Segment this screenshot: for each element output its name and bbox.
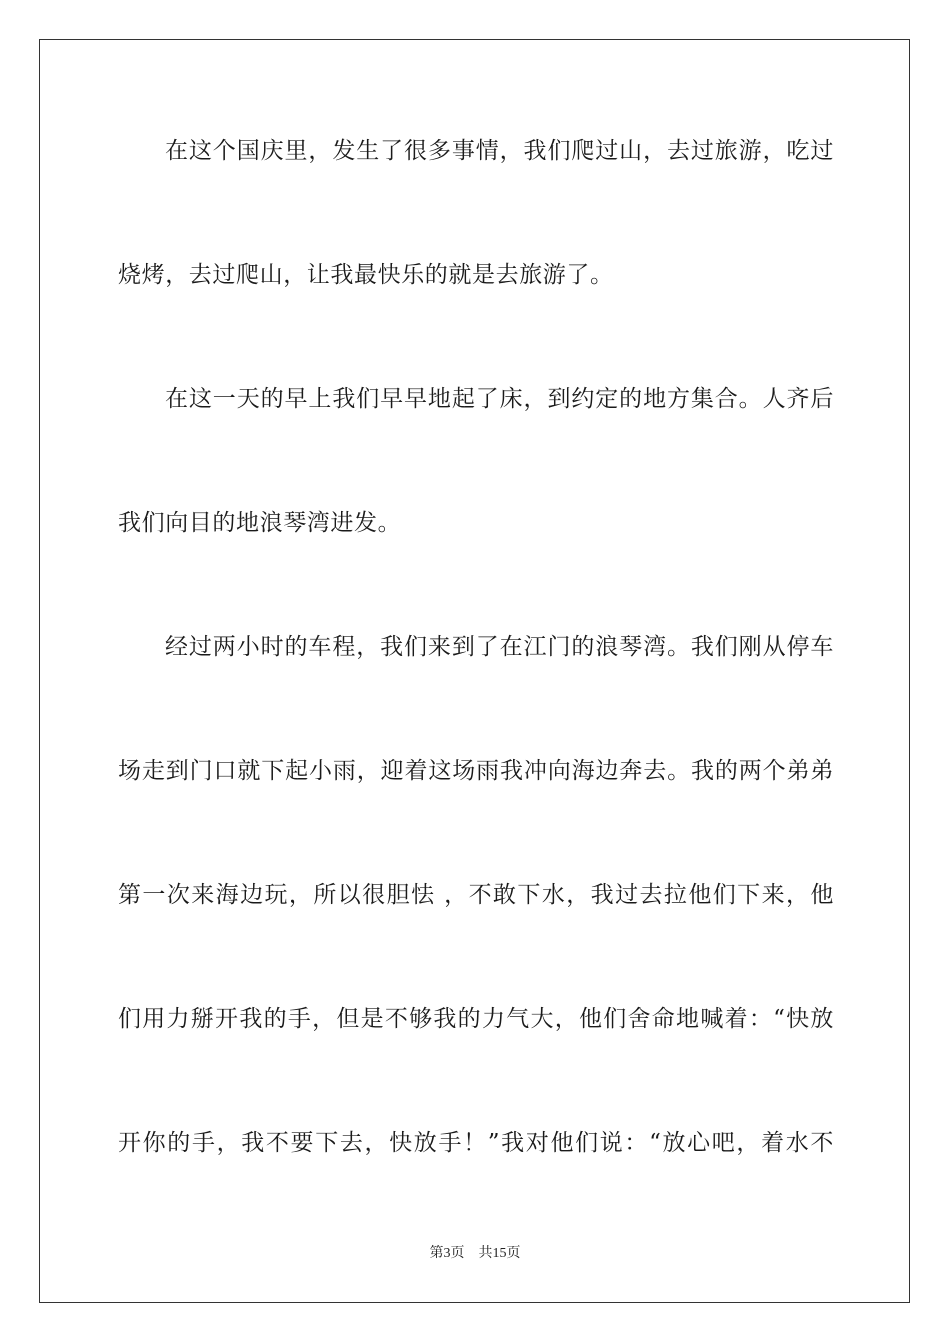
paragraph-3-line-2: 场走到门口就下起小雨，迎着这场雨我冲向海边奔去。我的两个弟弟	[118, 758, 834, 784]
paragraph-2-line-2: 我们向目的地浪琴湾进发。	[118, 510, 402, 536]
page-total: 共15页	[478, 1246, 521, 1261]
page-footer	[0, 1244, 950, 1264]
paragraph-2-line-1: 在这一天的早上我们早早地起了床，到约定的地方集合。人齐后	[165, 386, 834, 412]
page-border	[39, 39, 910, 1303]
paragraph-1-line-2: 烧烤，去过爬山，让我最快乐的就是去旅游了。	[118, 262, 614, 288]
paragraph-3-line-4: 们用力掰开我的手，但是不够我的力气大，他们舍命地喊着：“快放	[118, 1006, 834, 1032]
page-number: 第3页	[429, 1246, 465, 1261]
paragraph-3-line-3: 第一次来海边玩，所以很胆怯 ，不敢下水，我过去拉他们下来，他	[118, 882, 834, 908]
paragraph-1-line-1: 在这个国庆里，发生了很多事情，我们爬过山，去过旅游，吃过	[165, 138, 834, 164]
paragraph-3-line-1: 经过两小时的车程，我们来到了在江门的浪琴湾。我们刚从停车	[165, 634, 834, 660]
paragraph-3-line-5: 开你的手，我不要下去，快放手！”我对他们说：“放心吧，着水不	[118, 1130, 834, 1156]
